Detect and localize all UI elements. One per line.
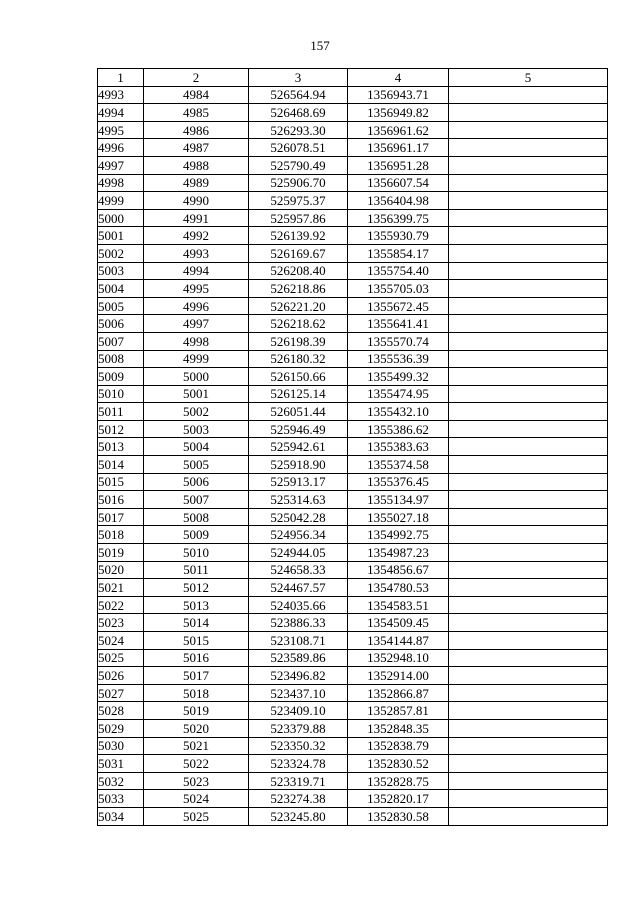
table-cell: 5018 bbox=[144, 684, 249, 702]
table-cell: 523886.33 bbox=[249, 614, 348, 632]
table-row bbox=[98, 719, 608, 737]
column-header: 2 bbox=[144, 69, 249, 87]
table-cell: 5015 bbox=[144, 632, 249, 650]
table-cell: 5025 bbox=[98, 649, 144, 667]
table-cell: 4994 bbox=[144, 262, 249, 280]
table-cell: 4984 bbox=[144, 86, 249, 104]
table-cell bbox=[449, 315, 608, 333]
table-row bbox=[98, 227, 608, 245]
table-cell bbox=[449, 790, 608, 808]
table-cell: 525946.49 bbox=[249, 420, 348, 438]
table-cell: 526125.14 bbox=[249, 385, 348, 403]
table-cell: 524467.57 bbox=[249, 579, 348, 597]
table-cell: 524035.66 bbox=[249, 596, 348, 614]
table-cell: 4999 bbox=[144, 350, 249, 368]
table-cell: 4995 bbox=[144, 280, 249, 298]
table-cell: 4992 bbox=[144, 227, 249, 245]
table-cell: 1354856.67 bbox=[348, 561, 449, 579]
table-cell: 4993 bbox=[98, 86, 144, 104]
table-cell: 523350.32 bbox=[249, 737, 348, 755]
table-body bbox=[98, 86, 608, 825]
table-cell: 4998 bbox=[98, 174, 144, 192]
table-cell: 5005 bbox=[144, 456, 249, 474]
table-cell: 5034 bbox=[98, 807, 144, 825]
table-cell: 1352830.58 bbox=[348, 807, 449, 825]
table-cell: 1352948.10 bbox=[348, 649, 449, 667]
table-cell: 5023 bbox=[144, 772, 249, 790]
table-cell: 526150.66 bbox=[249, 368, 348, 386]
table-cell: 4986 bbox=[144, 121, 249, 139]
table-row bbox=[98, 403, 608, 421]
table-cell: 1356961.62 bbox=[348, 121, 449, 139]
table-row bbox=[98, 544, 608, 562]
table-cell: 1355134.97 bbox=[348, 491, 449, 509]
table-cell bbox=[449, 737, 608, 755]
table-cell: 524944.05 bbox=[249, 544, 348, 562]
table-cell: 526468.69 bbox=[249, 104, 348, 122]
table-cell bbox=[449, 368, 608, 386]
table-cell: 5019 bbox=[144, 702, 249, 720]
table-cell: 5025 bbox=[144, 807, 249, 825]
table-cell bbox=[449, 280, 608, 298]
table-cell: 523108.71 bbox=[249, 632, 348, 650]
table-cell: 1355499.32 bbox=[348, 368, 449, 386]
table-cell: 4987 bbox=[144, 139, 249, 157]
table-cell: 5004 bbox=[144, 438, 249, 456]
table-cell: 523324.78 bbox=[249, 755, 348, 773]
table-cell: 523589.86 bbox=[249, 649, 348, 667]
table-cell: 4996 bbox=[144, 297, 249, 315]
table-cell: 4985 bbox=[144, 104, 249, 122]
table-cell bbox=[449, 702, 608, 720]
table-cell: 5010 bbox=[98, 385, 144, 403]
table-cell: 5000 bbox=[98, 209, 144, 227]
table-row bbox=[98, 350, 608, 368]
table-row bbox=[98, 807, 608, 825]
table-row bbox=[98, 456, 608, 474]
table-cell bbox=[449, 297, 608, 315]
table-cell: 5013 bbox=[144, 596, 249, 614]
table-cell bbox=[449, 473, 608, 491]
table-cell: 5016 bbox=[98, 491, 144, 509]
table-row bbox=[98, 755, 608, 773]
table-row bbox=[98, 649, 608, 667]
table-cell: 526221.20 bbox=[249, 297, 348, 315]
table-cell: 5029 bbox=[98, 719, 144, 737]
table-cell: 1352838.79 bbox=[348, 737, 449, 755]
table-cell bbox=[449, 596, 608, 614]
table-cell: 4990 bbox=[144, 192, 249, 210]
table-cell: 1356943.71 bbox=[348, 86, 449, 104]
table-cell: 525906.70 bbox=[249, 174, 348, 192]
table-cell: 5012 bbox=[144, 579, 249, 597]
table-row bbox=[98, 526, 608, 544]
table-cell: 5009 bbox=[144, 526, 249, 544]
table-cell: 1355705.03 bbox=[348, 280, 449, 298]
table-cell: 525957.86 bbox=[249, 209, 348, 227]
table-cell: 1356961.17 bbox=[348, 139, 449, 157]
table-row bbox=[98, 561, 608, 579]
table-row bbox=[98, 702, 608, 720]
table-cell bbox=[449, 807, 608, 825]
table-cell: 5020 bbox=[98, 561, 144, 579]
table-row bbox=[98, 632, 608, 650]
table-cell: 525913.17 bbox=[249, 473, 348, 491]
table-cell: 1355641.41 bbox=[348, 315, 449, 333]
table-cell bbox=[449, 491, 608, 509]
table-cell: 526051.44 bbox=[249, 403, 348, 421]
table-cell: 5001 bbox=[98, 227, 144, 245]
coordinates-table bbox=[97, 68, 608, 826]
table-cell: 1355474.95 bbox=[348, 385, 449, 403]
table-cell: 5024 bbox=[144, 790, 249, 808]
table-row bbox=[98, 790, 608, 808]
table-cell: 526293.30 bbox=[249, 121, 348, 139]
column-header: 1 bbox=[98, 69, 144, 87]
table-cell: 526078.51 bbox=[249, 139, 348, 157]
table-cell: 5024 bbox=[98, 632, 144, 650]
table-row bbox=[98, 579, 608, 597]
table-cell: 5033 bbox=[98, 790, 144, 808]
table-row bbox=[98, 104, 608, 122]
table-cell: 4988 bbox=[144, 156, 249, 174]
table-cell: 5000 bbox=[144, 368, 249, 386]
table-cell: 5002 bbox=[98, 244, 144, 262]
table-cell bbox=[449, 649, 608, 667]
table-cell: 5004 bbox=[98, 280, 144, 298]
table-cell: 526180.32 bbox=[249, 350, 348, 368]
table-cell: 5007 bbox=[98, 332, 144, 350]
table-cell: 5008 bbox=[98, 350, 144, 368]
table-cell: 1355027.18 bbox=[348, 508, 449, 526]
table-cell bbox=[449, 174, 608, 192]
table-cell: 1352848.35 bbox=[348, 719, 449, 737]
column-header: 3 bbox=[249, 69, 348, 87]
table-cell: 5013 bbox=[98, 438, 144, 456]
table-cell: 5027 bbox=[98, 684, 144, 702]
table-row bbox=[98, 684, 608, 702]
table-cell: 1355854.17 bbox=[348, 244, 449, 262]
table-cell: 5009 bbox=[98, 368, 144, 386]
table-cell bbox=[449, 262, 608, 280]
page-number: 157 bbox=[310, 38, 330, 53]
table-cell bbox=[449, 192, 608, 210]
table-cell: 1355386.62 bbox=[348, 420, 449, 438]
table-cell: 526564.94 bbox=[249, 86, 348, 104]
table-cell: 5030 bbox=[98, 737, 144, 755]
table-cell bbox=[449, 209, 608, 227]
table-row bbox=[98, 192, 608, 210]
table-cell: 1352914.00 bbox=[348, 667, 449, 685]
table-cell: 5010 bbox=[144, 544, 249, 562]
table-cell: 525975.37 bbox=[249, 192, 348, 210]
table-cell: 1355754.40 bbox=[348, 262, 449, 280]
table-cell bbox=[449, 104, 608, 122]
table-row bbox=[98, 368, 608, 386]
table-row bbox=[98, 772, 608, 790]
table-header-row bbox=[98, 69, 608, 87]
table-cell: 523274.38 bbox=[249, 790, 348, 808]
table-row bbox=[98, 280, 608, 298]
table-cell: 526169.67 bbox=[249, 244, 348, 262]
table-cell: 525042.28 bbox=[249, 508, 348, 526]
table-cell: 5016 bbox=[144, 649, 249, 667]
table-cell: 1354583.51 bbox=[348, 596, 449, 614]
table-row bbox=[98, 473, 608, 491]
table-cell: 5023 bbox=[98, 614, 144, 632]
table-cell: 4999 bbox=[98, 192, 144, 210]
table-cell: 5014 bbox=[98, 456, 144, 474]
table-cell: 1355432.10 bbox=[348, 403, 449, 421]
table-cell: 5008 bbox=[144, 508, 249, 526]
table-cell bbox=[449, 385, 608, 403]
table-cell: 5001 bbox=[144, 385, 249, 403]
table-cell: 524956.34 bbox=[249, 526, 348, 544]
table-cell: 1356404.98 bbox=[348, 192, 449, 210]
table-cell bbox=[449, 403, 608, 421]
table-cell: 1355536.39 bbox=[348, 350, 449, 368]
table-cell: 1355930.79 bbox=[348, 227, 449, 245]
table-cell: 5011 bbox=[98, 403, 144, 421]
table-cell bbox=[449, 544, 608, 562]
table-row bbox=[98, 491, 608, 509]
table-cell: 1354780.53 bbox=[348, 579, 449, 597]
table-cell: 4997 bbox=[144, 315, 249, 333]
table-cell: 1356949.82 bbox=[348, 104, 449, 122]
table-cell: 523245.80 bbox=[249, 807, 348, 825]
table-cell: 525790.49 bbox=[249, 156, 348, 174]
table-cell bbox=[449, 561, 608, 579]
table-row bbox=[98, 86, 608, 104]
table-row bbox=[98, 667, 608, 685]
table-cell bbox=[449, 719, 608, 737]
table-cell: 526218.86 bbox=[249, 280, 348, 298]
table-cell: 1352857.81 bbox=[348, 702, 449, 720]
table-row bbox=[98, 174, 608, 192]
table-cell: 523379.88 bbox=[249, 719, 348, 737]
table-cell: 5031 bbox=[98, 755, 144, 773]
table-cell bbox=[449, 420, 608, 438]
table-cell: 1356399.75 bbox=[348, 209, 449, 227]
table-cell: 5011 bbox=[144, 561, 249, 579]
table-cell bbox=[449, 755, 608, 773]
table-cell: 1356951.28 bbox=[348, 156, 449, 174]
table-cell: 5032 bbox=[98, 772, 144, 790]
table-cell: 5026 bbox=[98, 667, 144, 685]
table-cell: 1354509.45 bbox=[348, 614, 449, 632]
table-cell: 5006 bbox=[144, 473, 249, 491]
table-cell: 1354144.87 bbox=[348, 632, 449, 650]
table-row bbox=[98, 420, 608, 438]
table-cell: 5017 bbox=[98, 508, 144, 526]
table-row bbox=[98, 244, 608, 262]
table-cell: 5019 bbox=[98, 544, 144, 562]
table-cell bbox=[449, 772, 608, 790]
table-cell: 5018 bbox=[98, 526, 144, 544]
table-cell: 4996 bbox=[98, 139, 144, 157]
table-cell: 5012 bbox=[98, 420, 144, 438]
table-row bbox=[98, 262, 608, 280]
table-row bbox=[98, 385, 608, 403]
table-cell: 5028 bbox=[98, 702, 144, 720]
table-cell bbox=[449, 508, 608, 526]
table-cell: 526139.92 bbox=[249, 227, 348, 245]
table-cell: 5006 bbox=[98, 315, 144, 333]
table-cell: 1355570.74 bbox=[348, 332, 449, 350]
table-row bbox=[98, 209, 608, 227]
table-cell: 523319.71 bbox=[249, 772, 348, 790]
table-cell: 1352828.75 bbox=[348, 772, 449, 790]
table-cell: 1352830.52 bbox=[348, 755, 449, 773]
table-cell bbox=[449, 139, 608, 157]
table-cell: 5015 bbox=[98, 473, 144, 491]
table-cell: 1354992.75 bbox=[348, 526, 449, 544]
table-row bbox=[98, 332, 608, 350]
table-cell: 526218.62 bbox=[249, 315, 348, 333]
column-header: 4 bbox=[348, 69, 449, 87]
table-cell bbox=[449, 632, 608, 650]
table-cell: 1352866.87 bbox=[348, 684, 449, 702]
table-cell: 4991 bbox=[144, 209, 249, 227]
table-cell bbox=[449, 86, 608, 104]
table-cell: 1352820.17 bbox=[348, 790, 449, 808]
table-cell: 1355672.45 bbox=[348, 297, 449, 315]
table-cell: 5022 bbox=[98, 596, 144, 614]
table-cell: 525918.90 bbox=[249, 456, 348, 474]
table-cell bbox=[449, 350, 608, 368]
table-cell: 5022 bbox=[144, 755, 249, 773]
table-row bbox=[98, 508, 608, 526]
column-header: 5 bbox=[449, 69, 608, 87]
table-row bbox=[98, 139, 608, 157]
table-cell: 4995 bbox=[98, 121, 144, 139]
table-cell: 524658.33 bbox=[249, 561, 348, 579]
table-row bbox=[98, 315, 608, 333]
table-cell: 5002 bbox=[144, 403, 249, 421]
table-cell: 4993 bbox=[144, 244, 249, 262]
table-cell: 525942.61 bbox=[249, 438, 348, 456]
table-cell bbox=[449, 456, 608, 474]
table-cell: 1355383.63 bbox=[348, 438, 449, 456]
table-cell bbox=[449, 684, 608, 702]
table-cell: 5020 bbox=[144, 719, 249, 737]
table-cell: 5021 bbox=[98, 579, 144, 597]
table-cell: 525314.63 bbox=[249, 491, 348, 509]
table-cell bbox=[449, 667, 608, 685]
table-cell: 4989 bbox=[144, 174, 249, 192]
table-cell bbox=[449, 156, 608, 174]
table-cell: 5003 bbox=[98, 262, 144, 280]
table-cell: 5005 bbox=[98, 297, 144, 315]
table-cell: 4998 bbox=[144, 332, 249, 350]
table-cell: 526208.40 bbox=[249, 262, 348, 280]
table-cell: 523496.82 bbox=[249, 667, 348, 685]
table-row bbox=[98, 596, 608, 614]
table-cell bbox=[449, 244, 608, 262]
table-row bbox=[98, 156, 608, 174]
table-row bbox=[98, 297, 608, 315]
table-cell bbox=[449, 614, 608, 632]
table-cell bbox=[449, 579, 608, 597]
table-row bbox=[98, 121, 608, 139]
table-cell: 5021 bbox=[144, 737, 249, 755]
table-row bbox=[98, 438, 608, 456]
table-cell: 1355374.58 bbox=[348, 456, 449, 474]
table-cell: 5014 bbox=[144, 614, 249, 632]
table-cell: 1354987.23 bbox=[348, 544, 449, 562]
table-row bbox=[98, 614, 608, 632]
table-cell bbox=[449, 227, 608, 245]
table-cell bbox=[449, 438, 608, 456]
table-cell bbox=[449, 332, 608, 350]
table-cell: 5003 bbox=[144, 420, 249, 438]
table-cell bbox=[449, 526, 608, 544]
table-cell: 5017 bbox=[144, 667, 249, 685]
table-row bbox=[98, 737, 608, 755]
table-cell: 1355376.45 bbox=[348, 473, 449, 491]
table-cell: 1356607.54 bbox=[348, 174, 449, 192]
table-cell: 523409.10 bbox=[249, 702, 348, 720]
table-cell bbox=[449, 121, 608, 139]
table-cell: 4994 bbox=[98, 104, 144, 122]
table-cell: 523437.10 bbox=[249, 684, 348, 702]
table-cell: 5007 bbox=[144, 491, 249, 509]
table-cell: 4997 bbox=[98, 156, 144, 174]
table-cell: 526198.39 bbox=[249, 332, 348, 350]
